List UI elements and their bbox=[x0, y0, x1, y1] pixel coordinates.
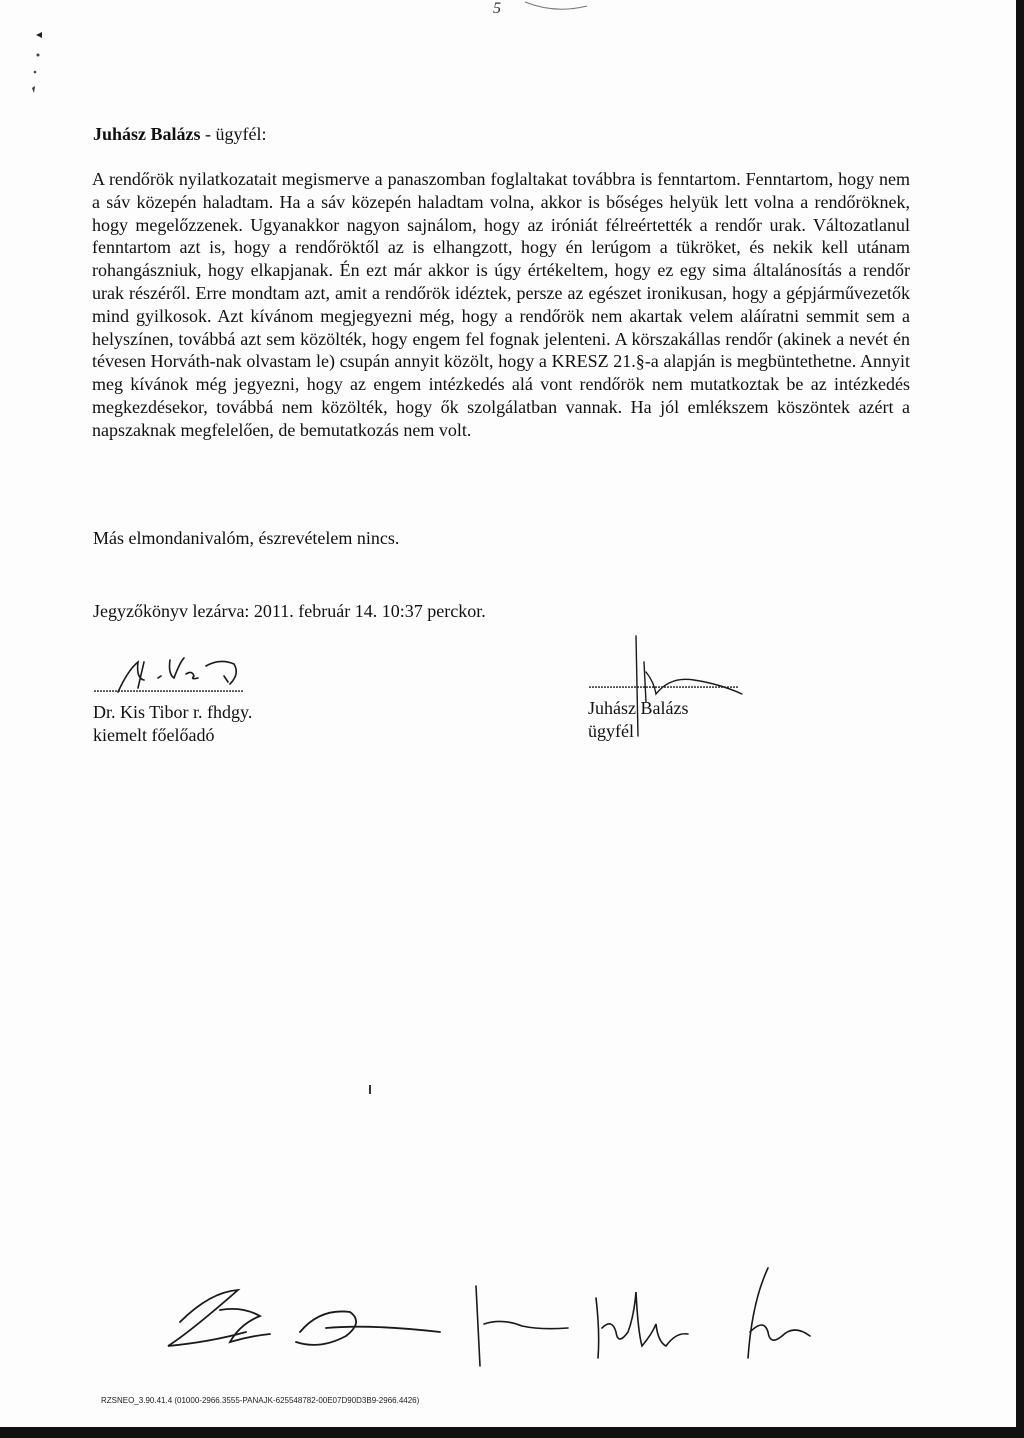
page-number: 5 bbox=[493, 0, 501, 17]
client-signature-block bbox=[588, 636, 848, 743]
scan-edge-right bbox=[1016, 0, 1024, 1438]
officer-signature-block bbox=[93, 640, 353, 747]
officer-name: Dr. Kis Tibor r. fhdgy. bbox=[93, 702, 253, 722]
client-name: Juhász Balázs bbox=[588, 698, 689, 718]
footer-initials-icon bbox=[150, 1262, 840, 1382]
scan-arc-mark bbox=[515, 0, 595, 14]
speaker-heading bbox=[93, 124, 267, 145]
statement-body: A rendőrök nyilatkozatait megismerve a panaszomban foglaltakat továbbra is fenntartom. Fenntartom, hogy nem a sáv közepén haladtam. Ha a sáv közepén haladtam volna, akkor is bőséges helyük lett volna a rendőröknek, hogy megelőzzenek. Ugyanakkor nagyon sajnálom, hogy az iróniát félreértették a rendőr urak. Változatlanul fenntartom azt is, hogy a rendőröktől az is elhangzott, hogy én lerúgom a tükröket, és nekik kell utánam rohangászniuk, hogy elkapjanak. Én ezt már akkor is úgy értékeltem, hogy ez egy sima általánosítás a rendőr urak részéről. Erre mondtam azt, amit a rendőrök idéztek, persze az egészet ironikusan, hogy a gépjárművezetők mind gyilkosok. Azt kívánom megjegyezni még, hogy a rendőrök nem akartak velem aláíratni semmit sem a helyszínen, továbbá azt sem közölték, hogy engem fel fognak jelenteni. A körszakállas rendőr (akinek a nevét én tévesen Horváth-nak olvastam le) csupán annyit közölt, hogy a KRESZ 21.§-a alapján is megbüntethetne. Annyit meg kívánok még jegyezni, hogy az engem intézkedés alá vont rendőrök nem mutatkoztak be az intézkedés megkezdésekor, továbbá nem közölték, hogy ők szolgálatban vannak. Ha jól emlékszem köszöntek azért a napszaknak megfelelően, de bemutatkozás nem volt. bbox=[92, 169, 910, 440]
record-closure: Jegyzőkönyv lezárva: 2011. február 14. 10:37 perckor. bbox=[93, 601, 486, 621]
scan-marks bbox=[0, 0, 60, 110]
speaker-role: - ügyfél: bbox=[200, 124, 267, 144]
client-signature-line: .................................................. bbox=[588, 675, 738, 692]
officer-role: kiemelt főelőadó bbox=[93, 725, 215, 745]
document-code: RZSNEO_3.90.41.4 (01000-2966.3555-PANAJK-625548782-00E07D90D3B9-2966.4426) bbox=[101, 1396, 420, 1405]
statement-closing: Más elmondanivalóm, észrevételem nincs. bbox=[93, 528, 400, 548]
scan-speck bbox=[367, 1084, 373, 1096]
client-role: ügyfél bbox=[588, 721, 634, 741]
speaker-name: Juhász Balázs bbox=[93, 124, 201, 144]
officer-signature-line: .................................................. bbox=[93, 679, 243, 696]
scan-edge-bottom bbox=[0, 1427, 1024, 1438]
